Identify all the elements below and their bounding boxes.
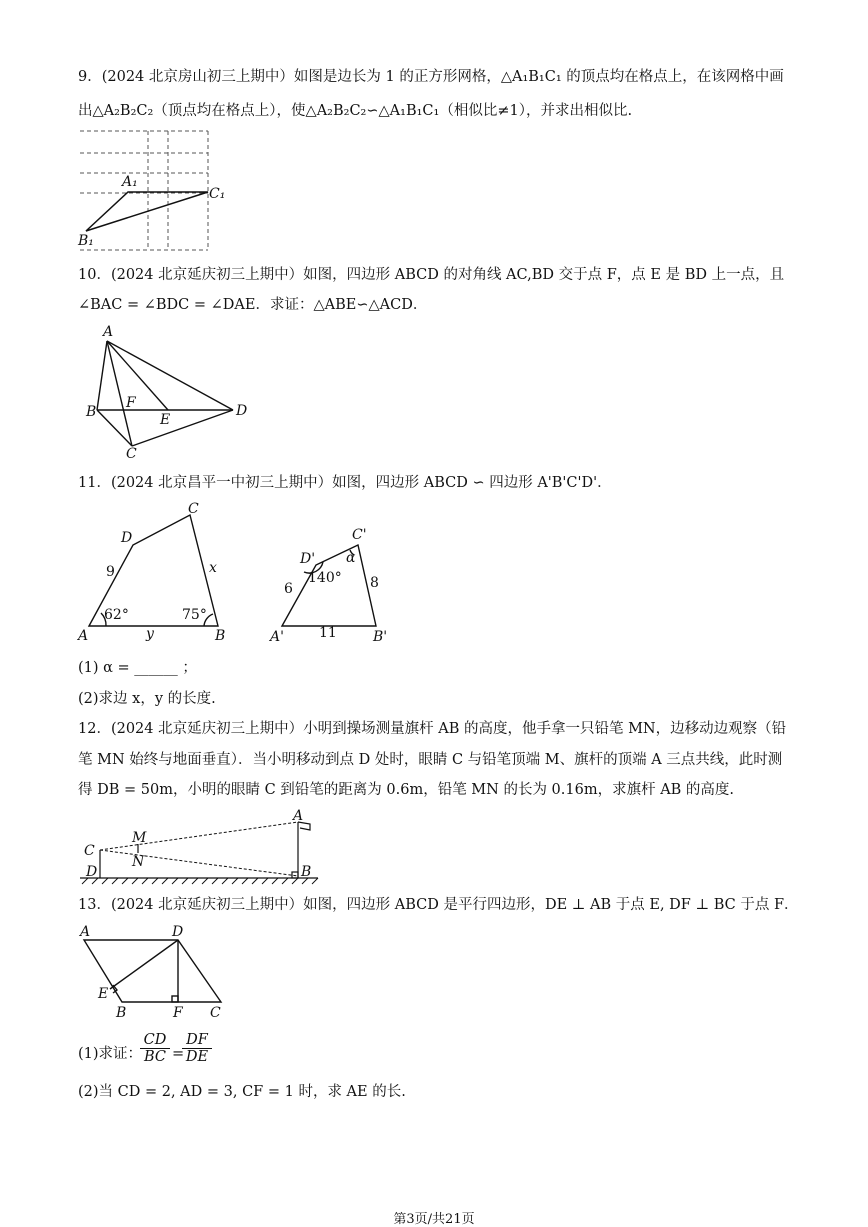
q9-label-b1: B₁ — [78, 233, 94, 249]
q13-label-d: D — [172, 924, 184, 940]
q12-label-b: B — [301, 864, 312, 880]
q13-frac1-denominator: BC — [140, 1048, 170, 1065]
q13-frac1-numerator: CD — [143, 1032, 167, 1048]
q11-left-quadrilateral — [76, 500, 236, 645]
q11-sub2: (2)求边 x，y 的长度. — [78, 691, 216, 707]
q10-line2: ∠BAC = ∠BDC = ∠DAE．求证：△ABE∽△ACD． — [78, 297, 428, 313]
q13-fraction-df-de — [182, 1032, 212, 1065]
q11-sub1: (1) α = ______ ； — [78, 660, 197, 676]
q13-line1: 13．(2024 北京延庆初三上期中）如图，四边形 ABCD 是平行四边形，DE ⊥ AB 于点 E, DF ⊥ BC 于点 F． — [78, 897, 799, 913]
q11-right-quadrilateral — [266, 525, 396, 643]
q12-flagpole-figure — [78, 808, 323, 886]
q13-sub1-prefix: (1)求证： — [78, 1046, 143, 1062]
q9-grid-figure — [78, 128, 226, 250]
q12-label-m: M — [132, 830, 147, 846]
q9-line1: 9．(2024 北京房山初三上期中）如图是边长为 1 的正方形网格，△A₁B₁C₁ 的顶点均在格点上，在该网格中画 — [78, 69, 784, 85]
q12-line3: 得 DB = 50m，小明的眼睛 C 到铅笔的距离为 0.6m，铅笔 MN 的长为 0.16m，求旗杆 AB 的高度. — [78, 782, 735, 798]
q11-right-label-d: D' — [300, 551, 316, 567]
q11-right-angle-d: 140° — [308, 570, 342, 586]
q13-label-a: A — [80, 924, 91, 940]
q13-frac2-numerator: DF — [186, 1032, 208, 1048]
q11-right-side-ab: 11 — [319, 625, 337, 641]
q11-left-side-ad: 9 — [106, 564, 115, 580]
q9-label-a1: A₁ — [122, 174, 138, 190]
q12-label-n: N — [132, 854, 145, 870]
q11-right-side-bc: 8 — [370, 575, 379, 591]
q9-label-c1: C₁ — [209, 186, 226, 202]
q13-frac2-denominator: DE — [182, 1048, 212, 1065]
q10-label-a: A — [103, 324, 114, 340]
q11-left-label-b: B — [215, 628, 226, 644]
q11-left-side-bc: x — [209, 560, 217, 576]
q11-left-angle-b: 75° — [182, 607, 207, 623]
q11-right-side-ad: 6 — [284, 581, 293, 597]
q12-line1: 12．(2024 北京延庆初三上期中）小明到操场测量旗杆 AB 的高度，他手拿一只铅笔 MN，边移动边观察（铅 — [78, 721, 787, 737]
q11-right-label-b: B' — [373, 629, 388, 645]
q12-label-d: D — [86, 864, 98, 880]
q13-parallelogram-figure — [76, 922, 236, 1022]
q10-quadrilateral-figure — [80, 322, 260, 460]
q13-fraction-cd-bc — [140, 1032, 170, 1065]
q10-label-f: F — [126, 395, 136, 411]
q11-right-label-a: A' — [270, 629, 284, 645]
q10-line1: 10．(2024 北京延庆初三上期中）如图，四边形 ABCD 的对角线 AC,BD 交于点 F，点 E 是 BD 上一点，且 — [78, 267, 785, 283]
q13-label-b: B — [116, 1005, 127, 1021]
q13-label-e: E — [98, 986, 109, 1002]
q11-line1: 11．(2024 北京昌平一中初三上期中）如图，四边形 ABCD ∽ 四边形 A'B'C'D'． — [78, 475, 612, 491]
q13-label-f: F — [173, 1005, 183, 1021]
q10-label-c: C — [126, 446, 137, 462]
q10-label-d: D — [236, 403, 248, 419]
q11-left-side-ab: y — [146, 626, 154, 642]
q12-line2: 笔 MN 始终与地面垂直）．当小明移动到点 D 处时，眼睛 C 与铅笔顶端 M、旗杆的顶端 A 三点共线，此时测 — [78, 752, 783, 768]
q11-left-label-d: D — [121, 530, 133, 546]
q12-label-a: A — [293, 808, 304, 824]
q10-label-e: E — [160, 412, 171, 428]
q11-right-angle-c: α — [346, 550, 356, 566]
q11-right-label-c: C' — [352, 527, 367, 543]
q13-equals-sign: = — [172, 1046, 185, 1062]
q10-label-b: B — [86, 404, 97, 420]
q9-line2: 出△A₂B₂C₂（顶点均在格点上），使△A₂B₂C₂∽△A₁B₁C₁（相似比≠1），并求出相似比. — [78, 103, 633, 119]
q13-sub2: (2)当 CD = 2, AD = 3, CF = 1 时，求 AE 的长. — [78, 1084, 406, 1100]
q13-label-c: C — [210, 1005, 221, 1021]
q12-label-c: C — [84, 843, 95, 859]
q11-left-angle-a: 62° — [104, 607, 129, 623]
q11-left-label-a: A — [78, 628, 89, 644]
q11-left-label-c: C — [188, 501, 199, 517]
page-footer: 第3页/共21页 — [393, 1212, 475, 1227]
